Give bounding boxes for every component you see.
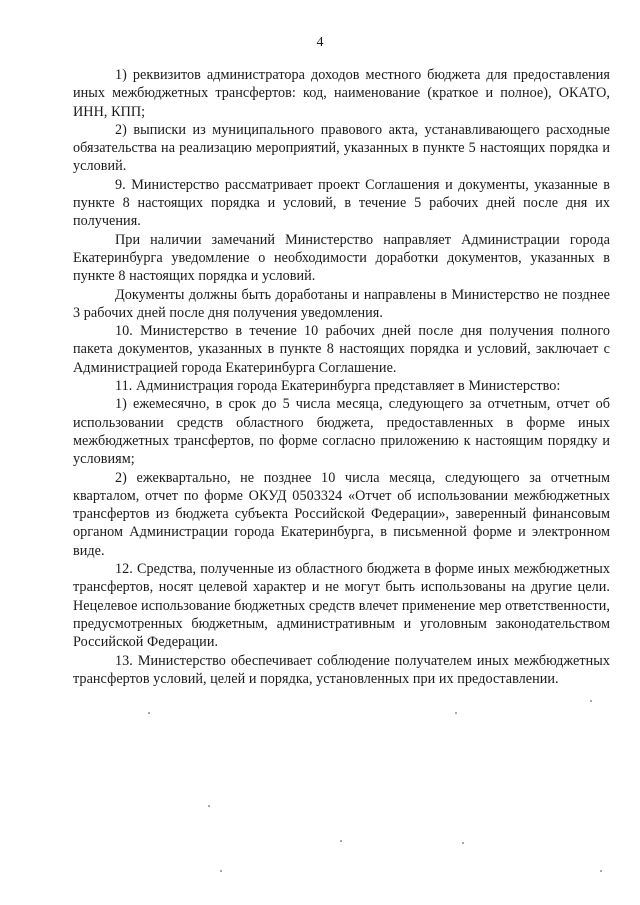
scan-speck	[590, 700, 592, 702]
paragraph-revision-deadline: Документы должны быть доработаны и направлены в Министерство не позднее 3 рабочих дней после дня получения уведомления.	[73, 286, 610, 321]
scan-speck	[600, 870, 602, 872]
paragraph-monthly-report: 1) ежемесячно, в срок до 5 числа месяца, следующего за отчетным, отчет об использовании средств областного бюджета, предоставленных в форме иных межбюджетных трансфертов, по форме согласно приложению к настоящим порядку и условиям;	[73, 396, 610, 468]
scan-speck	[208, 805, 210, 807]
scan-speck	[220, 870, 222, 872]
scan-speck	[148, 712, 150, 714]
document-body	[73, 66, 610, 688]
scan-speck	[462, 842, 464, 844]
paragraph-clause-12: 12. Средства, полученные из областного бюджета в форме иных межбюджетных трансфертов, носят целевой характер и не могут быть использованы на другие цели. Нецелевое использование бюджетных средств влечет применение мер ответственности, предусмотренных бюджетным, административным и уголовным законодательством Российской Федерации.	[73, 561, 610, 651]
paragraph-clause-9: 9. Министерство рассматривает проект Соглашения и документы, указанные в пункте 8 настоящих порядка и условий, в течение 5 рабочих дней после дня их получения.	[73, 176, 610, 230]
page-number: 4	[316, 35, 324, 50]
paragraph-clause-11: 11. Администрация города Екатеринбурга представляет в Министерство:	[115, 378, 561, 395]
paragraph-requisites: 1) реквизитов администратора доходов местного бюджета для предоставления иных межбюджетных трансфертов: код, наименование (краткое и полное), ОКАТО, ИНН, КПП;	[73, 67, 610, 120]
paragraph-remarks: При наличии замечаний Министерство направляет Администрации города Екатеринбурга уведомление о необходимости доработки документов, указанных в пункте 8 настоящих порядка и условий.	[73, 231, 610, 285]
scan-speck	[340, 840, 342, 842]
paragraph-clause-13: 13. Министерство обеспечивает соблюдение получателем иных межбюджетных трансфертов условий, целей и порядка, установленных при их предоставлении.	[73, 652, 610, 687]
scan-speck	[455, 712, 457, 714]
paragraph-quarterly-report: 2) ежеквартально, не позднее 10 числа месяца, следующего за отчетным кварталом, отчет по форме ОКУД 0503324 «Отчет об использовании межбюджетных трансфертов из бюджета субъекта Российской Федерации», заверенный финансовым органом Администрации города Екатеринбурга, в письменной форме и электронном виде.	[73, 469, 610, 559]
paragraph-clause-10: 10. Министерство в течение 10 рабочих дней после дня получения полного пакета документов, указанных в пункте 8 настоящих порядка и условий, заключает с Администрацией города Екатеринбурга Соглашение.	[73, 323, 610, 376]
paragraph-municipal-act: 2) выписки из муниципального правового акта, устанавливающего расходные обязательства на реализацию мероприятий, указанных в пункте 5 настоящих порядка и условий.	[73, 121, 610, 175]
